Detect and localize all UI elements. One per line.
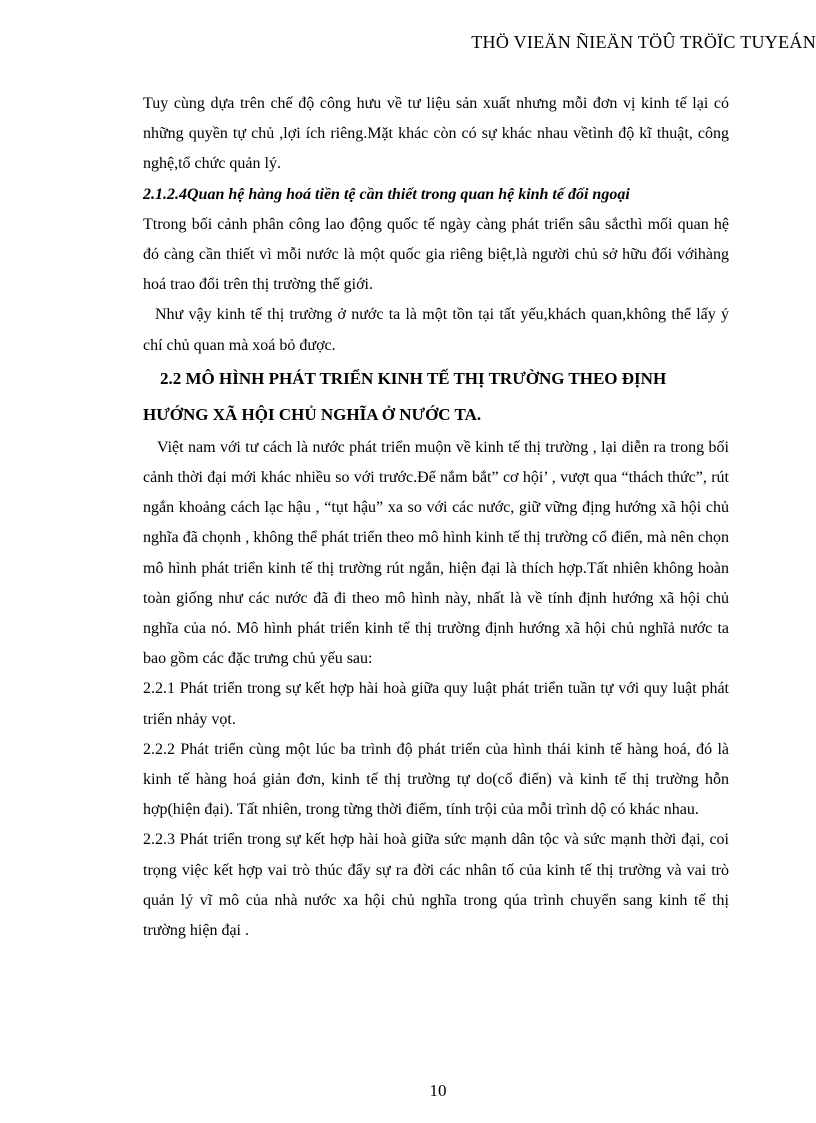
paragraph-2-2-3: 2.2.3 Phát triển trong sự kết hợp hài hoà giữa sức mạnh dân tộc và sức mạnh thời đại, coi trọng việc kết hợp vai trò thúc đẩy sự ra đời các nhân tố của kinh tế thị trường và vai trò quản lý vĩ mô của nhà nước xa hội chủ nghĩa trong qúa trình chuyển sang kinh tế thị trường hiện đại . xyxy=(143,831,729,940)
running-header: THÖ VIEÄN ÑIEÄN TÖÛ TRÖÏC TUYEÁN xyxy=(471,32,816,52)
section-title-line-2: HƯỚNG XÃ HỘI CHỦ NGHĨA Ở NƯỚC TA. xyxy=(143,404,482,424)
paragraph-3: Như vậy kinh tế thị trường ở nước ta là một tồn tại tất yếu,khách quan,không thể lấy ý chí chủ quan mà xoá bỏ được. xyxy=(143,306,729,354)
section-title-2-2 xyxy=(143,361,729,433)
subheading-2-1-2-4: 2.1.2.4Quan hệ hàng hoá tiền tệ cần thiết trong quan hệ kinh tế đối ngoại xyxy=(143,185,630,203)
paragraph-2: Ttrong bối cảnh phân công lao động quốc tế ngày càng phát triển sâu sắcthì mối quan hệ đó càng cần thiết vì mỗi nước là một quốc gia riêng biệt,là người chủ sở hữu đối vớihàng hoá trao đổi trên thị trường thế giới. xyxy=(143,215,729,294)
section-title-line-1: 2.2 MÔ HÌNH PHÁT TRIỂN KINH TẾ THỊ TRƯỜNG THEO ĐỊNH xyxy=(160,368,667,388)
paragraph-2-2-2: 2.2.2 Phát triển cùng một lúc ba trình độ phát triển của hình thái kinh tế hàng hoá, đó là kinh tế hàng hoá giản đơn, kinh tế thị trường tự do(cổ điển) và kinh tế thị trường hỗn hợp(hiện đại). Tất nhiên, trong từng thời điểm, tính trội của mỗi trình dộ có khác nhau. xyxy=(143,740,729,819)
paragraph-2-2-1: 2.2.1 Phát triển trong sự kết hợp hài hoà giữa quy luật phát triển tuần tự với quy luật phát triển nhảy vọt. xyxy=(143,680,729,728)
paragraph-1: Tuy cùng dựa trên chế độ công hưu về tư liệu sản xuất nhưng mỗi đơn vị kinh tế lại có những quyền tự chủ ,lợi ích riêng.Mặt khác còn có sự khác nhau vềtình độ kĩ thuật, công nghệ,tổ chức quản lý. xyxy=(143,95,729,173)
paragraph-4: Việt nam với tư cách là nước phát triển muộn về kinh tế thị trường , lại diễn ra trong bối cảnh thời đại mới khác nhiều so với trước.Để nắm bắt” cơ hội’ , vượt qua “thách thức”, rút ngắn khoảng cách lạc hậu , “tụt hậu” xa so với các nước, giữ vững địng hướng xã hội chủ nghĩa đã chọnh , không thể phát triển theo mô hình kinh tế thị trường cổ điển, mà nên chọn mô hình phát triển kinh tế thị trường rút ngắn, hiện đại là thích hợp.Tất nhiên không hoàn toàn giống như các nước đã đi theo mô hình này, nhất là về tính định hướng xã hội chủ nghĩa của nó. Mô hình phát triển kinh tế thị trường định hướng xã hội chủ nghĩả nước ta bao gồm các đặc trưng chủ yếu sau: xyxy=(143,438,729,668)
page-number: 10 xyxy=(429,1081,447,1100)
body-text xyxy=(143,89,729,946)
